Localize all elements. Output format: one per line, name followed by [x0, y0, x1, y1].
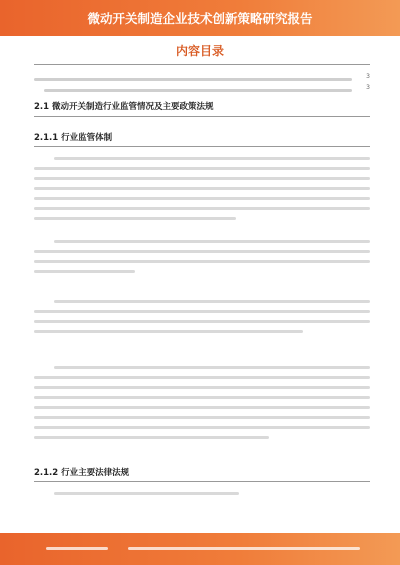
- paragraph-placeholder: [34, 240, 370, 280]
- paragraph-placeholder: [34, 157, 370, 227]
- section-rule: [34, 116, 370, 117]
- toc-entry-page: 3: [366, 84, 370, 91]
- subsection-heading-2-1-2: 2.1.2 行业主要法律法规: [34, 468, 130, 478]
- subsection-rule: [34, 481, 370, 482]
- subsection-heading-2-1-1: 2.1.1 行业监管体制: [34, 133, 113, 143]
- report-title: 微动开关制造企业技术创新策略研究报告: [87, 11, 313, 26]
- toc-entry[interactable]: [34, 84, 370, 93]
- toc-entry[interactable]: [34, 73, 370, 82]
- toc-top-rule: [34, 64, 370, 65]
- report-header-banner: [0, 0, 400, 36]
- toc-entry-text-placeholder: [34, 78, 352, 81]
- paragraph-placeholder: [34, 492, 370, 502]
- footer-banner: [0, 533, 400, 565]
- paragraph-placeholder: [34, 300, 370, 340]
- paragraph-placeholder: [34, 366, 370, 446]
- section-heading-2-1: 2.1 微动开关制造行业监管情况及主要政策法规: [34, 102, 214, 112]
- toc-entry-page: 3: [366, 73, 370, 80]
- footer-text-placeholder: [46, 547, 108, 550]
- footer-text-placeholder: [128, 547, 360, 550]
- toc-entry-text-placeholder: [44, 89, 352, 92]
- subsection-rule: [34, 146, 370, 147]
- toc-title: 内容目录: [175, 44, 224, 58]
